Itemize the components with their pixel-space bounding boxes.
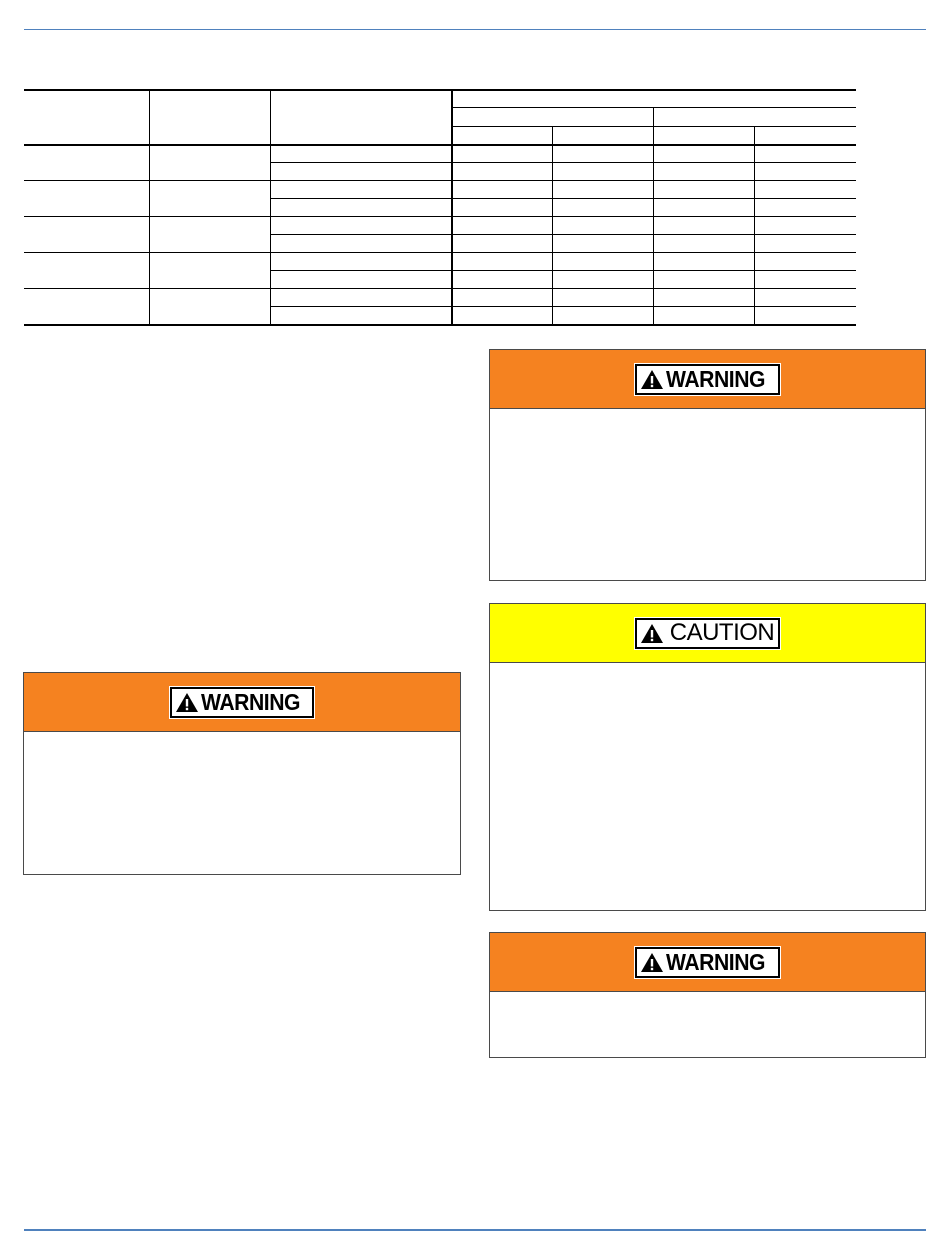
header-rule — [24, 29, 926, 30]
table-row-line — [270, 162, 856, 163]
exclamation-triangle-icon — [640, 623, 664, 644]
warning-label — [635, 947, 780, 978]
table-row-line — [270, 270, 856, 271]
table-col-line — [451, 89, 453, 326]
table-row-line — [452, 107, 856, 108]
exclamation-triangle-icon — [175, 692, 199, 713]
caution-label — [635, 618, 781, 649]
warning-header — [490, 350, 925, 409]
signal-word-text: WARNING — [200, 688, 300, 715]
exclamation-triangle-icon — [640, 952, 664, 973]
table-col-line — [552, 126, 553, 326]
table-row-line — [452, 126, 856, 127]
table-row-line — [270, 306, 856, 307]
signal-word-text: CAUTION — [669, 619, 775, 646]
exclamation-triangle-icon — [640, 369, 664, 390]
caution-header — [490, 604, 925, 663]
spec-table — [24, 89, 856, 327]
footer-rule — [24, 1229, 926, 1231]
warning-header — [24, 673, 460, 732]
warning-header — [490, 933, 925, 992]
signal-word-text: WARNING — [666, 948, 766, 975]
warning-label — [635, 364, 780, 395]
caution-box-right — [489, 603, 926, 911]
warning-box-right-bottom — [489, 932, 926, 1058]
table-row-line — [270, 234, 856, 235]
table-col-line — [149, 89, 150, 326]
table-col-line — [270, 89, 271, 326]
table-col-line — [754, 126, 755, 326]
table-row-line — [270, 198, 856, 199]
warning-box-right-top — [489, 349, 926, 581]
table-col-line — [653, 107, 654, 326]
warning-label — [170, 687, 315, 718]
warning-box-left — [23, 672, 461, 875]
signal-word-text: WARNING — [666, 365, 766, 392]
